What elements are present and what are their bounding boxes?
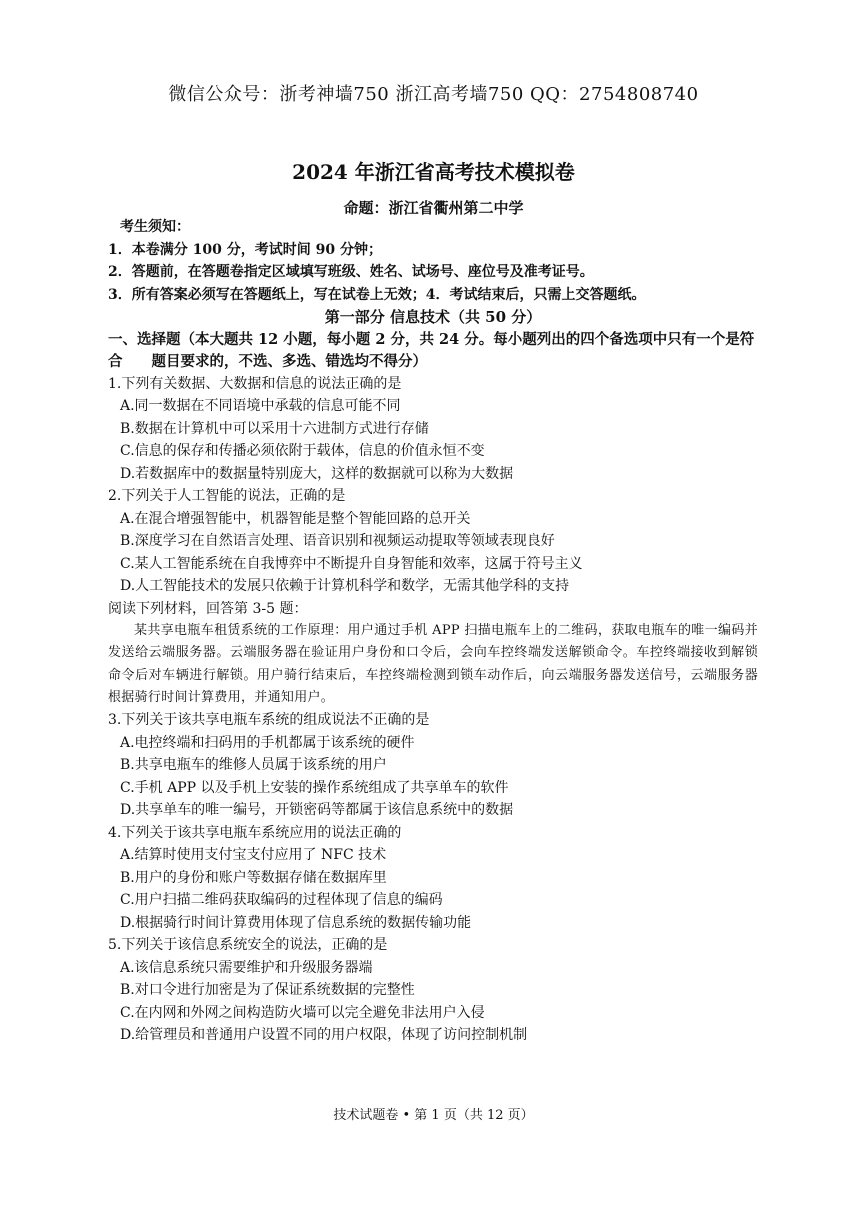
question-3-option: C.手机 APP 以及手机上安装的操作系统组成了共享单车的软件 (120, 779, 509, 796)
notice-heading: 考生须知： (120, 219, 190, 235)
question-2-option: D.人工智能技术的发展只依赖于计算机科学和数学，无需其他学科的支持 (120, 578, 570, 594)
section-instructions: 一、选择题（本大题共 12 小题，每小题 2 分，共 24 分。每小题列出的四个备选项中只有一个是符合 题目要求的，不选、多选、错选均不得分） (108, 330, 755, 370)
question-1-option: D.若数据库中的数据量特别庞大，这样的数据就可以称为大数据 (120, 465, 514, 482)
question-2-option: C.某人工智能系统在自我博弈中不断提升自身智能和效率，这属于符号主义 (120, 555, 583, 572)
exam-content (108, 216, 758, 1047)
question-5-option: A.该信息系统只需要维护和升级服务器端 (120, 959, 373, 976)
question-1-stem: 1.下列有关数据、大数据和信息的说法正确的是 (108, 375, 402, 392)
question-3-option: A.电控终端和扫码用的手机都属于该系统的硬件 (120, 734, 415, 751)
part-title: 第一部分 信息技术（共 50 分） (324, 308, 542, 326)
page-header: 微信公众号：浙考神墙750 浙江高考墙750 QQ：2754808740 (168, 84, 699, 105)
reading-intro: 阅读下列材料，回答第 3-5 题： (108, 600, 308, 617)
notice-item: 1．本卷满分 100 分，考试时间 90 分钟； (108, 241, 382, 258)
question-4-option: B.用户的身份和账户等数据存储在数据库里 (120, 869, 387, 886)
question-5-option: B.对口令进行加密是为了保证系统数据的完整性 (120, 982, 415, 999)
notice-item: 2．答题前，在答题卷指定区域填写班级、姓名、试场号、座位号及准考证号。 (108, 264, 594, 280)
question-4-stem: 4.下列关于该共享电瓶车系统应用的说法正确的 (108, 824, 402, 841)
question-1-option: A.同一数据在不同语境中承载的信息可能不同 (120, 398, 401, 414)
question-3-option: B.共享电瓶车的维修人员属于该系统的用户 (120, 757, 387, 774)
question-4-option: D.根据骑行时间计算费用体现了信息系统的数据传输功能 (120, 914, 472, 931)
question-2-option: A.在混合增强智能中，机器智能是整个智能回路的总开关 (120, 510, 471, 527)
question-1-option: C.信息的保存和传播必须依附于载体，信息的价值永恒不变 (120, 443, 485, 459)
question-5-stem: 5.下列关于该信息系统安全的说法，正确的是 (108, 937, 388, 954)
question-3-stem: 3.下列关于该共享电瓶车系统的组成说法不正确的是 (108, 712, 430, 729)
question-4-option: C.用户扫描二维码获取编码的过程体现了信息的编码 (120, 892, 443, 909)
question-2-option: B.深度学习在自然语言处理、语音识别和视频运动提取等领域表现良好 (120, 533, 555, 549)
notice-item: 3．所有答案必须写在答题纸上，写在试卷上无效；4．考试结束后，只需上交答题纸。 (108, 286, 646, 303)
question-2-stem: 2.下列关于人工智能的说法，正确的是 (108, 488, 346, 504)
reading-material: 某共享电瓶车租赁系统的工作原理：用户通过手机 APP 扫描电瓶车上的二维码，获取电瓶车的唯一编码并发送给云端服务器。云端服务器在验证用户身份和口令后，会向车控终端发送解锁命令。车控终端接收到解锁命令后对车辆进行解锁。用户骑行结束后，车控终端检测到锁车动作后，向云端服务器发送信号，云端服务器根据骑行时间计算费用，并通知用户。 (108, 623, 758, 705)
question-5-option: C.在内网和外网之间构造防火墙可以完全避免非法用户入侵 (120, 1004, 485, 1021)
page-footer: 技术试题卷 • 第 1 页（共 12 页） (333, 1108, 534, 1123)
question-5-option: D.给管理员和普通用户设置不同的用户权限，体现了访问控制机制 (120, 1027, 528, 1044)
question-3-option: D.共享单车的唯一编号，开锁密码等都属于该信息系统中的数据 (120, 802, 514, 819)
exam-title: 2024 年浙江省高考技术模拟卷 (292, 160, 575, 184)
exam-author: 命题：浙江省衢州第二中学 (343, 199, 524, 217)
question-1-option: B.数据在计算机中可以采用十六进制方式进行存储 (120, 420, 429, 437)
question-4-option: A.结算时使用支付宝支付应用了 NFC 技术 (120, 847, 387, 864)
